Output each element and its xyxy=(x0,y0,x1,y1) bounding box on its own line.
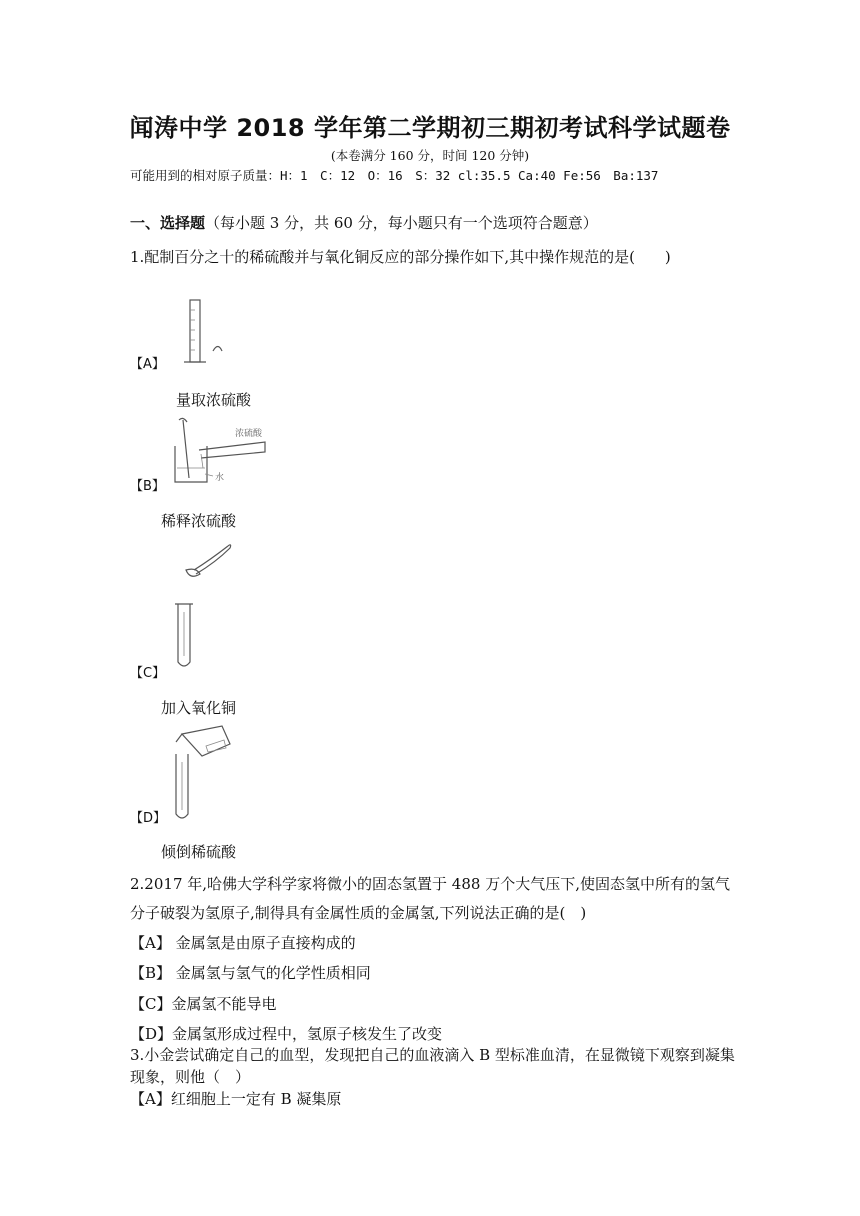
page-title: 闻涛中学 2018 学年第二学期初三期初考试科学试题卷 xyxy=(129,114,731,142)
atomic-masses: 可能用到的相对原子质量：H：1 C：12 O：16 S：32 cl:35.5 Ca:40 Fe:56 Ba:137 xyxy=(130,168,659,183)
exam-info: (本卷满分 160 分，时间 120 分钟) xyxy=(330,148,530,163)
option-d-mark: 【D】 xyxy=(130,811,167,826)
test-tube-figure xyxy=(172,600,202,672)
option-b-mark: 【B】 xyxy=(130,479,165,494)
question-2-option-c: 【C】金属氢不能导电 xyxy=(130,995,277,1013)
dilution-figure xyxy=(165,416,285,486)
option-a-mark: 【A】 xyxy=(130,357,165,372)
question-2-stem-line1: 2.2017 年,哈佛大学科学家将微小的固态氢置于 488 万个大气压下,使固态氢中所有的氢气 xyxy=(130,875,730,893)
question-2-option-b: 【B】 金属氢与氢气的化学性质相同 xyxy=(130,964,371,982)
option-d-caption: 倾倒稀硫酸 xyxy=(161,843,237,861)
option-a-caption: 量取浓硫酸 xyxy=(176,391,252,409)
option-c-mark: 【C】 xyxy=(130,666,166,681)
graduated-cylinder-figure xyxy=(180,296,230,366)
section-heading xyxy=(130,212,598,233)
spatula-figure xyxy=(180,540,240,585)
question-2-option-a: 【A】 金属氢是由原子直接构成的 xyxy=(130,934,356,952)
question-1-stem: 1.配制百分之十的稀硫酸并与氧化铜反应的部分操作如下,其中操作规范的是( ) xyxy=(130,248,671,266)
pouring-figure xyxy=(162,722,242,822)
option-c-caption: 加入氧化铜 xyxy=(161,699,237,717)
section-title: 一、选择题 xyxy=(130,214,206,232)
question-2-stem-line2: 分子破裂为氢原子,制得具有金属性质的金属氢,下列说法正确的是( ) xyxy=(130,904,587,922)
question-2-option-d: 【D】金属氢形成过程中，氢原子核发生了改变 xyxy=(130,1025,443,1043)
question-3-stem-line2: 现象，则他（ ） xyxy=(130,1068,251,1086)
option-b-caption: 稀释浓硫酸 xyxy=(161,512,237,530)
water-label: 水 xyxy=(215,473,225,483)
acid-label: 浓硫酸 xyxy=(235,429,263,439)
section-note: （每小题 3 分，共 60 分，每小题只有一个选项符合题意） xyxy=(205,214,598,232)
question-3-option-a: 【A】红细胞上一定有 B 凝集原 xyxy=(130,1090,342,1108)
question-3-stem-line1: 3.小金尝试确定自己的血型，发现把自己的血液滴入 B 型标准血清，在显微镜下观察到凝集 xyxy=(130,1046,735,1064)
